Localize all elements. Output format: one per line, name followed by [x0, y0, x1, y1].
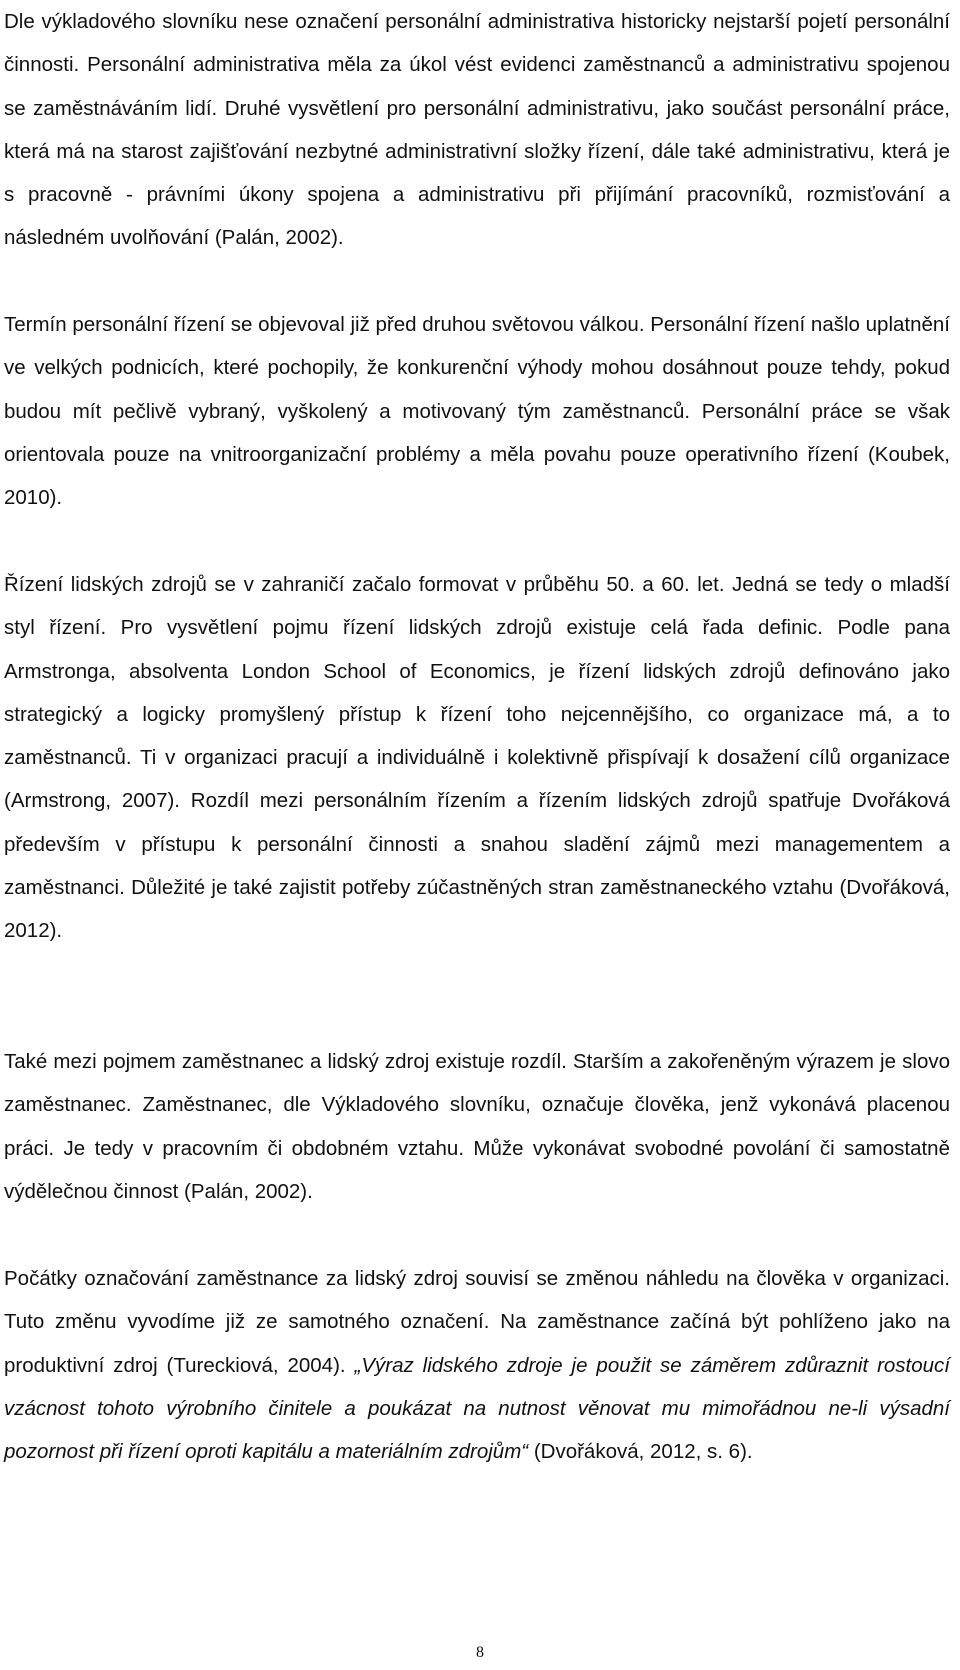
- paragraph-text: [4, 1257, 950, 1473]
- paragraph-text: Řízení lidských zdrojů se v zahraničí začalo formovat v průběhu 50. a 60. let. Jedná se tedy o mladší styl řízení. Pro vysvětlení pojmu řízení lidských zdrojů existuje celá řada definic. Podle pana Armstronga, absolventa London School of Economics, je řízení lidských zdrojů definováno jako strategický a logicky promyšlený přístup k řízení toho nejcennějšího, co organizace má, a to zaměstnanců. Ti v organizaci pracují a individuálně i kolektivně přispívají k dosažení cílů organizace (Armstrong, 2007). Rozdíl mezi personálním řízením a řízením lidských zdrojů spatřuje Dvořáková především v přístupu k personální činnosti a snahou sladění zájmů mezi managementem a zaměstnanci. Důležité je také zajistit potřeby zúčastněných stran zaměstnaneckého vztahu (Dvořáková, 2012).: [4, 573, 950, 943]
- paragraph-human-resource-origins: [4, 1257, 950, 1473]
- paragraph-intro-text: Počátky označování zaměstnance za lidský zdroj souvisí se změnou náhledu na člověka v organizaci. Tuto změnu vyvodíme již ze samotného označení. Na zaměstnance začíná být pohlíženo jako na produktivní zdroj (Tureckiová, 2004).: [4, 1267, 950, 1377]
- italic-quote: „Výraz lidského zdroje je použit se záměrem zdůraznit rostoucí vzácnost tohoto výrobního činitele a poukázat na nutnost věnovat mu mimořádnou ne-li výsadní pozornost při řízení oproti kapitálu a materiálním zdrojům“: [4, 1353, 950, 1464]
- paragraph-text: Také mezi pojmem zaměstnanec a lidský zdroj existuje rozdíl. Starším a zakořeněným výrazem je slovo zaměstnanec. Zaměstnanec, dle Výkladového slovníku, označuje člověka, jenž vykonává placenou práci. Je tedy v pracovním či obdobném vztahu. Může vykonávat svobodné povolání či samostatně výdělečnou činnost (Palán, 2002).: [4, 1050, 950, 1203]
- paragraph-human-resources-management: [4, 563, 950, 953]
- page-number: 8: [476, 1644, 484, 1661]
- paragraph-text: Termín personální řízení se objevoval již před druhou světovou válkou. Personální řízení našlo uplatnění ve velkých podnicích, které pochopily, že konkurenční výhody mohou dosáhnout pouze tehdy, pokud budou mít pečlivě vybraný, vyškolený a motivovaný tým zaměstnanců. Personální práce se však orientovala pouze na vnitroorganizační problémy a měla povahu pouze operativního řízení (Koubek, 2010).: [4, 313, 950, 510]
- paragraph-text: Dle výkladového slovníku nese označení personální administrativa historicky nejstarší pojetí personální činnosti. Personální administrativa měla za úkol vést evidenci zaměstnanců a administrativu spojenou se zaměstnáváním lidí. Druhé vysvětlení pro personální administrativu, jako součást personální práce, která má na starost zajišťování nezbytné administrativní složky řízení, dále také administrativu, která je s pracovně - právními úkony spojena a administrativu při přijímání pracovníků, rozmisťování a následném uvolňování (Palán, 2002).: [4, 10, 950, 250]
- paragraph-personal-management: [4, 303, 950, 519]
- paragraph-employee-vs-human-resource: [4, 1040, 950, 1213]
- paragraph-personal-administration: [4, 0, 950, 260]
- quote-citation: (Dvořáková, 2012, s. 6).: [533, 1440, 753, 1464]
